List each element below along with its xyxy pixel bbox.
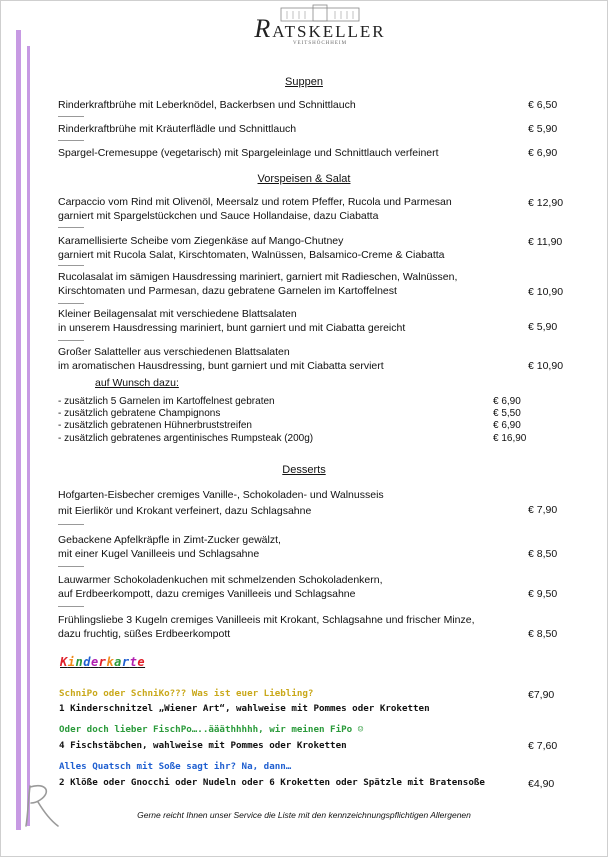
- ratskeller-logo: [250, 4, 390, 56]
- item-line-1: Karamellisierte Scheibe vom Ziegenkäse auf Mango-Chutney: [58, 235, 344, 247]
- extra-item: - zusätzlich gebratenen Hühnerbruststreifen: [58, 420, 252, 431]
- divider: [58, 227, 84, 228]
- item-price: € 10,90: [528, 360, 564, 372]
- kinderkarte-letter: e: [137, 655, 146, 669]
- extra-price: € 16,90: [493, 433, 527, 444]
- left-accent-bar-thin: [27, 46, 30, 826]
- logo-rest: ATSKELLER: [272, 22, 386, 41]
- divider: [58, 606, 84, 607]
- divider: [58, 524, 84, 525]
- divider: [58, 566, 84, 567]
- menu-item: [58, 235, 528, 262]
- logo-initial: R: [254, 14, 273, 43]
- item-price: € 7,90: [528, 504, 558, 516]
- menu-item: [58, 614, 524, 641]
- divider: [58, 116, 84, 117]
- item-line-1: Kleiner Beilagensalat mit verschiedene Blattsalaten: [58, 308, 297, 320]
- kids-tagline: SchniPo oder SchniKo??? Was ist euer Liebling?: [59, 688, 314, 699]
- item-line-1: Frühlingsliebe 3 Kugeln cremiges Vanilleeis mit Krokant, Schlagsahne und frischer Minze,: [58, 614, 475, 626]
- item-line-1: Rucolasalat im sämigen Hausdressing mariniert, garniert mit Radieschen, Walnüssen,: [58, 271, 458, 283]
- divider: [58, 140, 84, 141]
- item-price: € 10,90: [528, 286, 564, 298]
- item-price: € 8,50: [528, 548, 558, 560]
- menu-item: [58, 574, 528, 601]
- divider: [58, 340, 84, 341]
- extra-item: - zusätzlich gebratenes argentinisches Rumpsteak (200g): [58, 433, 314, 444]
- extra-item: - zusätzlich 5 Garnelen im Kartoffelnest gebraten: [58, 396, 275, 407]
- kinderkarte-letter: r: [98, 655, 107, 669]
- section-title-desserts: Desserts: [282, 464, 326, 476]
- menu-item: [58, 308, 528, 335]
- logo-subtitle: VEITSHÖCHHEIM: [292, 41, 348, 46]
- menu-item: Rinderkraftbrühe mit Kräuterflädle und Schnittlauch: [58, 123, 297, 135]
- kinderkarte-letter: a: [114, 655, 122, 669]
- item-line-2: in unserem Hausdressing mariniert, bunt garniert und mit Ciabatta gereicht: [58, 321, 406, 334]
- item-price: € 6,50: [528, 99, 558, 111]
- menu-item: [58, 487, 528, 519]
- divider: [58, 265, 84, 266]
- kids-item-desc: 1 Kinderschnitzel „Wiener Art“, wahlweise mit Pommes oder Kroketten: [59, 703, 430, 714]
- divider: [58, 303, 84, 304]
- item-line-2: mit Eierlikör und Krokant verfeinert, dazu Schlagsahne: [58, 505, 312, 517]
- extra-price: € 6,90: [493, 396, 521, 407]
- item-line-2: im aromatischen Hausdressing, bunt garniert und mit Ciabatta serviert: [58, 359, 384, 372]
- item-line-2: garniert mit Spargelstückchen und Sauce Hollandaise, dazu Ciabatta: [58, 209, 379, 222]
- extra-item: - zusätzlich gebratene Champignons: [58, 408, 221, 419]
- item-price: € 8,50: [528, 628, 558, 640]
- item-price: € 5,90: [528, 123, 558, 135]
- item-line-1: Hofgarten-Eisbecher cremiges Vanille-, Schokoladen- und Walnusseis: [58, 489, 384, 501]
- item-line-1: Carpaccio vom Rind mit Olivenöl, Meersalz und rotem Pfeffer, Rucola und Parmesan: [58, 196, 452, 208]
- kinderkarte-letter: e: [90, 655, 99, 669]
- kinderkarte-letter: t: [129, 655, 138, 669]
- extra-price: € 5,50: [493, 408, 521, 419]
- allergen-footnote: Gerne reicht Ihnen unser Service die Liste mit den kennzeichnungspflichtigen Allergenen: [137, 810, 471, 820]
- kinderkarte-letter: i: [67, 655, 76, 669]
- section-title-suppen: Suppen: [285, 76, 323, 88]
- item-line-2: Kirschtomaten und Parmesan, dazu gebratene Garnelen im Kartoffelnest: [58, 284, 397, 297]
- kinderkarte-letter: K: [60, 655, 68, 669]
- item-price: € 11,90: [528, 236, 563, 248]
- item-price: € 9,50: [528, 588, 558, 600]
- item-line-2: garniert mit Rucola Salat, Kirschtomaten, Walnüssen, Balsamico-Creme & Ciabatta: [58, 248, 445, 261]
- item-line-2: mit einer Kugel Vanilleeis und Schlagsahne: [58, 547, 260, 560]
- kinderkarte-title: [60, 655, 145, 669]
- item-line-2: auf Erdbeerkompott, dazu cremiges Vanilleeis und Schlagsahne: [58, 587, 356, 600]
- item-price: € 12,90: [528, 197, 564, 209]
- item-line-1: Gebackene Apfelkräpfle in Zimt-Zucker gewälzt,: [58, 534, 281, 546]
- logo-wordmark: [250, 14, 390, 43]
- extras-title: auf Wunsch dazu:: [95, 377, 179, 389]
- menu-item: Spargel-Cremesuppe (vegetarisch) mit Spargeleinlage und Schnittlauch verfeinert: [58, 147, 439, 159]
- section-title-vorspeisen: Vorspeisen & Salat: [257, 173, 351, 185]
- item-price: €7,90: [528, 689, 555, 701]
- item-line-1: Lauwarmer Schokoladenkuchen mit schmelzenden Schokoladenkern,: [58, 574, 383, 586]
- item-price: €4,90: [528, 778, 555, 790]
- kinderkarte-letter: k: [106, 655, 115, 669]
- menu-item: [58, 534, 528, 561]
- kinderkarte-letter: d: [83, 655, 91, 669]
- kinderkarte-letter: r: [121, 655, 130, 669]
- kids-item-desc: 4 Fischstäbchen, wahlweise mit Pommes oder Kroketten: [59, 740, 347, 751]
- item-line-2: dazu fruchtig, süßes Erdbeerkompott: [58, 627, 231, 640]
- menu-item: [58, 196, 528, 223]
- menu-item: [58, 271, 528, 298]
- r-monogram-icon: [22, 782, 60, 828]
- kinderkarte-letter: n: [75, 655, 84, 669]
- left-accent-bar: [16, 30, 21, 830]
- item-price: € 5,90: [528, 321, 558, 333]
- item-line-1: Großer Salatteller aus verschiedenen Blattsalaten: [58, 346, 290, 358]
- kids-item-desc: 2 Klöße oder Gnocchi oder Nudeln oder 6 Kroketten oder Spätzle mit Bratensoße: [59, 777, 485, 788]
- extra-price: € 6,90: [493, 420, 521, 431]
- menu-item: [58, 346, 528, 373]
- kids-tagline: Oder doch lieber FischPo…..äääthhhhh, wir meinen FiPo ☺: [59, 724, 364, 735]
- item-price: € 7,60: [528, 740, 558, 752]
- item-price: € 6,90: [528, 147, 558, 159]
- kids-tagline: Alles Quatsch mit Soße sagt ihr? Na, dann…: [59, 761, 292, 772]
- menu-item: Rinderkraftbrühe mit Leberknödel, Backerbsen und Schnittlauch: [58, 99, 356, 111]
